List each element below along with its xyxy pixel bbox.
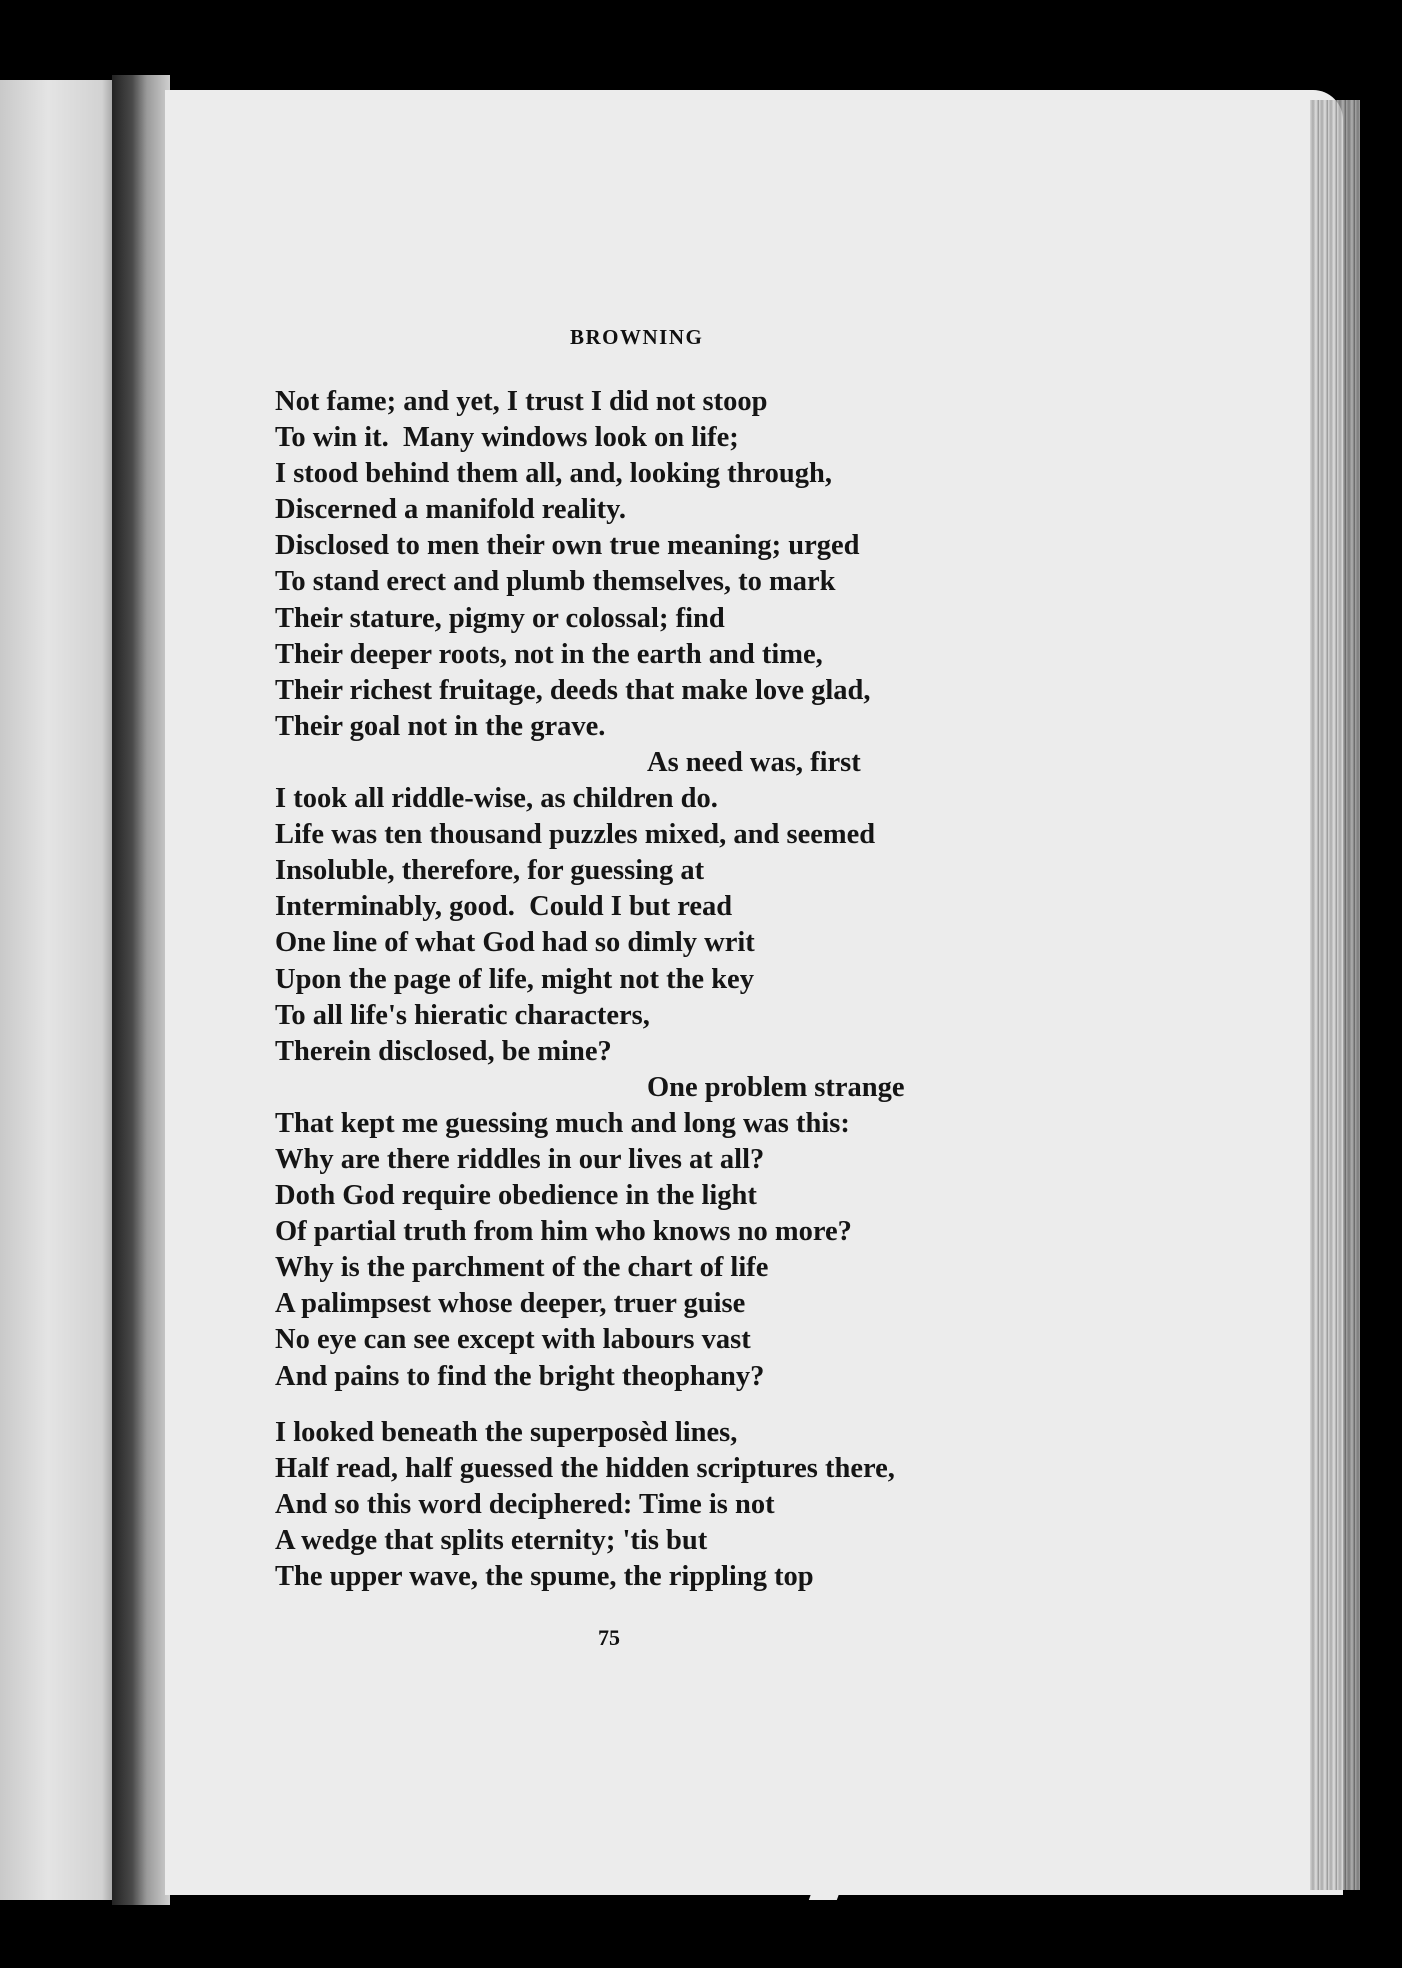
poem-text [275, 384, 1275, 1595]
poem-line: A palimpsest whose deeper, truer guise [275, 1288, 746, 1320]
facing-page-edge [0, 80, 120, 1900]
poem-line: Why is the parchment of the chart of life [275, 1252, 769, 1284]
poem-line: Disclosed to men their own true meaning; urged [275, 530, 860, 562]
poem-line: Doth God require obedience in the light [275, 1180, 757, 1212]
poem-line: I took all riddle-wise, as children do. [275, 783, 718, 815]
poem-line: A wedge that splits eternity; 'tis but [275, 1524, 708, 1556]
poem-line: Upon the page of life, might not the key [275, 963, 754, 995]
poem-line: Life was ten thousand puzzles mixed, and seemed [275, 819, 876, 851]
poem-line: As need was, first [647, 746, 861, 778]
poem-line: One problem strange [647, 1071, 905, 1103]
poem-line: Why are there riddles in our lives at all? [275, 1143, 765, 1175]
poem-line: Their goal not in the grave. [275, 710, 606, 742]
book-spine [112, 75, 170, 1905]
poem-line: I looked beneath the superposèd lines, [275, 1416, 738, 1448]
poem-line: Therein disclosed, be mine? [275, 1035, 612, 1067]
poem-line: Their stature, pigmy or colossal; find [275, 602, 725, 634]
running-head: BROWNING [570, 325, 704, 349]
poem-line: Insoluble, therefore, for guessing at [275, 855, 705, 887]
poem-line: To win it. Many windows look on life; [275, 422, 739, 454]
poem-line: And so this word deciphered: Time is not [275, 1488, 775, 1520]
poem-line: Discerned a manifold reality. [275, 494, 626, 526]
poem-line: Not fame; and yet, I trust I did not stoop [275, 386, 768, 417]
poem-line: Of partial truth from him who knows no more? [275, 1216, 852, 1248]
poem-line: Their deeper roots, not in the earth and time, [275, 638, 823, 670]
page-number: 75 [598, 1625, 620, 1650]
poem-line: That kept me guessing much and long was this: [275, 1107, 850, 1139]
poem-line: The upper wave, the spume, the rippling top [275, 1561, 814, 1592]
poem-line: One line of what God had so dimly writ [275, 927, 755, 959]
poem-line: To stand erect and plumb themselves, to mark [275, 566, 836, 598]
poem-line: Half read, half guessed the hidden scriptures there, [275, 1452, 895, 1484]
poem-line: Interminably, good. Could I but read [275, 891, 733, 923]
poem-line: To all life's hieratic characters, [275, 999, 650, 1031]
poem-line: Their richest fruitage, deeds that make love glad, [275, 674, 871, 706]
poem-line: And pains to find the bright theophany? [275, 1360, 765, 1392]
page-stack-edge [1310, 100, 1360, 1890]
poem-line: No eye can see except with labours vast [275, 1324, 751, 1356]
poem-line: I stood behind them all, and, looking through, [275, 458, 832, 490]
